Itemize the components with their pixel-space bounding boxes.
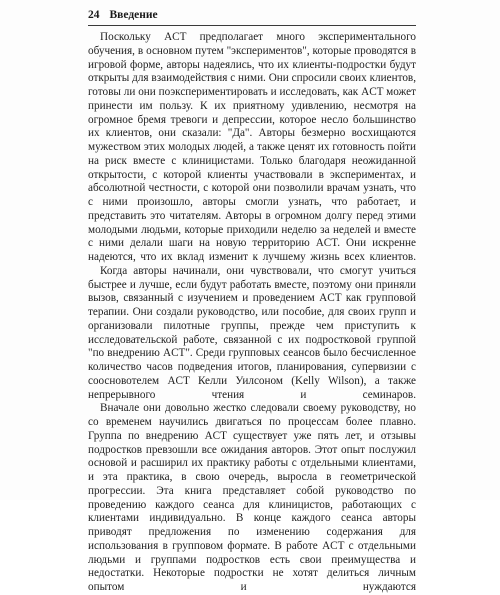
page-number: 24 [88,9,100,21]
paragraph: Вначале они довольно жестко следовали своему руководству, но со временем научились двигаться по процессам более плавно. Группа по внедрению ACT существует уже пять лет, и отзывы подростков превзошли все ожидания авторов. Этот опыт послужил основой и расширил их практику работы с отдельными клиентами, и эта практика, в свою очередь, выросла в геометрической прогрессии. Эта книга представляет собой руководство по проведению каждого сеанса для клиницистов, работающих с клиентами индивидуально. В конце каждого сеанса авторы приводят предложения по изменению содержания для использования в групповом формате. В работе ACT с отдельными людьми и группами подростков есть свои преимущества и недостатки. Некоторые подростки не хотят делиться личным опытом и нуждаются [88,402,416,593]
section-title: Введение [109,9,158,21]
body-text [88,31,416,595]
paragraph: Поскольку ACT предполагает много экспериментального обучения, в основном путем "экспериментов", которые проводятся в игровой форме, авторы надеялись, что их клиенты-подростки будут открыты для взаимодействия с ними. Они спросили своих клиентов, готовы ли они поэкспериментировать и исследовать, как ACT может принести им пользу. К их приятному удивлению, несмотря на огромное бремя тревоги и депрессии, которое несло большинство их клиентов, они сказали: "Да". Авторы безмерно восхищаются мужеством этих молодых людей, а также ценят их готовность пойти на риск вместе с клиницистами. Только благодаря неожиданной открытости, с которой клиенты участвовали в экспериментах, и абсолютной честности, с которой они позволили врачам узнать, что с ними произошло, авторы смогли узнать, что работает, и представить это читателям. Авторы в огромном долгу перед этими молодыми людьми, которые приходили неделю за неделей и вместе с ними делали шаги на новую территорию ACT. Они искренне надеются, что их вклад изменит к лучшему жизнь всех клиентов. [88,31,416,263]
header-rule [88,25,416,26]
paragraph: Когда авторы начинали, они чувствовали, что смогут учиться быстрее и лучше, если будут работать вместе, поэтому они приняли вызов, связанный с изучением и проведением ACT как групповой терапии. Они создали руководство, или пособие, для своих групп и организовали пилотные группы, прежде чем приступить к исследовательской работе, связанной с их подростковой группой "по внедрению ACT". Среди групповых сеансов было бесчисленное количество часов подведения итогов, планирования, супервизии с соосновотелем ACT Келли Уилсоном (Kelly Wilson), а также непрерывного чтения и семинаров. [88,264,416,401]
